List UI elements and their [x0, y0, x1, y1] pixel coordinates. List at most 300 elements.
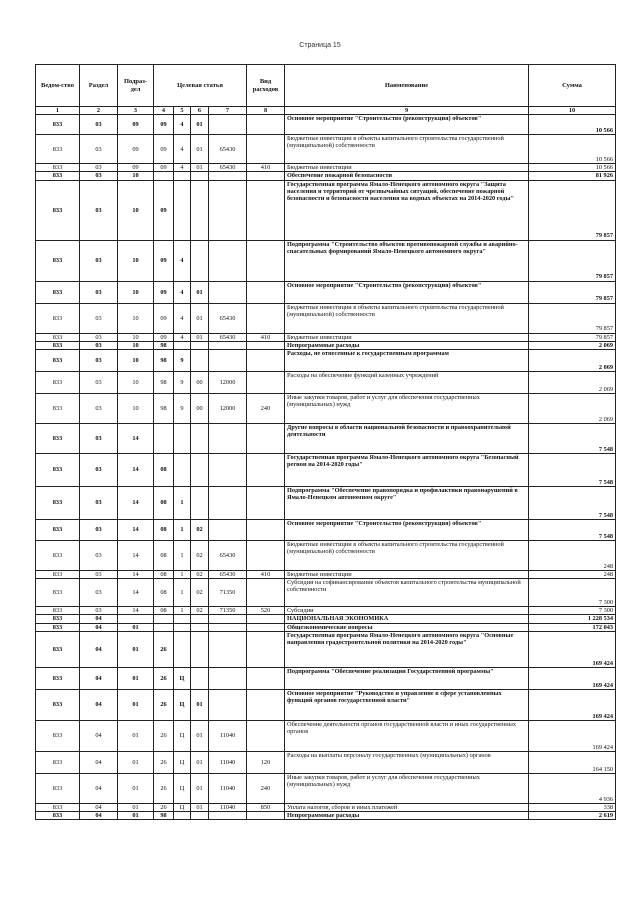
cell-vedomstvo: 833: [36, 164, 80, 172]
table-row: [36, 667, 616, 689]
table-row: [36, 631, 616, 667]
cell-cs-subprogram: 4: [174, 281, 191, 303]
column-number: 6: [191, 107, 209, 115]
cell-naimenovanie: Подпрограмма "Обеспечение правопорядка и профилактики правонарушений в Ямало-Ненецком автономном округе": [285, 487, 529, 520]
cell-summa: 79 857: [529, 180, 616, 240]
cell-razdel: 03: [80, 172, 118, 180]
table-row: [36, 172, 616, 180]
cell-naimenovanie: Бюджетные инвестиции в объекты капитального строительства государственной (муниципальной) собственности: [285, 135, 529, 164]
cell-cs-direction: 71350: [209, 607, 247, 615]
cell-vid-rashodov: [247, 135, 285, 164]
cell-summa: 2 619: [529, 812, 616, 820]
cell-cs-subprogram: [174, 454, 191, 487]
cell-cs-direction: [209, 240, 247, 281]
cell-vedomstvo: 833: [36, 623, 80, 631]
cell-cs-direction: 11040: [209, 773, 247, 803]
cell-razdel: 03: [80, 180, 118, 240]
cell-cs-subprogram: Ц: [174, 751, 191, 773]
cell-vid-rashodov: [247, 303, 285, 333]
cell-cs-event: [191, 487, 209, 520]
cell-cs-program: 98: [154, 394, 174, 424]
cell-cs-event: 01: [191, 135, 209, 164]
cell-vid-rashodov: [247, 424, 285, 454]
cell-cs-direction: 11040: [209, 751, 247, 773]
cell-cs-subprogram: 4: [174, 115, 191, 135]
cell-razdel: 03: [80, 520, 118, 541]
table-row: [36, 803, 616, 811]
cell-summa: 169 424: [529, 720, 616, 751]
cell-cs-program: 09: [154, 180, 174, 240]
cell-naimenovanie: Иные закупки товаров, работ и услуг для обеспечения государственных (муниципальных) нужд: [285, 394, 529, 424]
cell-cs-event: 01: [191, 803, 209, 811]
table-row: [36, 394, 616, 424]
cell-naimenovanie: Основное мероприятие "Строительство (реконструкция) объектов": [285, 281, 529, 303]
header-celevaya-statya: Целевая статья: [154, 65, 247, 107]
cell-vid-rashodov: [247, 172, 285, 180]
cell-cs-program: 26: [154, 667, 174, 689]
header-naimenovanie: Наименование: [285, 65, 529, 107]
cell-cs-direction: 71350: [209, 579, 247, 607]
cell-vedomstvo: 833: [36, 607, 80, 615]
cell-cs-direction: 65430: [209, 164, 247, 172]
cell-cs-direction: [209, 115, 247, 135]
cell-podrazdel: 14: [118, 454, 154, 487]
cell-cs-event: 02: [191, 607, 209, 615]
cell-cs-subprogram: 1: [174, 541, 191, 571]
cell-naimenovanie: Субсидии на софинансирование объектов капитального строительства муниципальной собственности: [285, 579, 529, 607]
cell-summa: 248: [529, 541, 616, 571]
cell-naimenovanie: Расходы на обеспечение функций казенных учреждений: [285, 372, 529, 394]
cell-vid-rashodov: 520: [247, 607, 285, 615]
cell-razdel: 03: [80, 164, 118, 172]
cell-vid-rashodov: [247, 667, 285, 689]
cell-cs-direction: [209, 172, 247, 180]
cell-cs-direction: [209, 631, 247, 667]
cell-summa: 79 857: [529, 333, 616, 341]
cell-vedomstvo: 833: [36, 803, 80, 811]
cell-summa: 2 069: [529, 394, 616, 424]
cell-naimenovanie: Непрограммные расходы: [285, 812, 529, 820]
cell-summa: 169 424: [529, 689, 616, 720]
cell-cs-program: 98: [154, 372, 174, 394]
cell-vedomstvo: 833: [36, 520, 80, 541]
cell-naimenovanie: Бюджетные инвестиции: [285, 571, 529, 579]
cell-cs-program: 26: [154, 631, 174, 667]
cell-vid-rashodov: [247, 487, 285, 520]
cell-summa: 79 857: [529, 240, 616, 281]
cell-vid-rashodov: [247, 579, 285, 607]
cell-naimenovanie: НАЦИОНАЛЬНАЯ ЭКОНОМИКА: [285, 615, 529, 623]
cell-vid-rashodov: [247, 372, 285, 394]
cell-vid-rashodov: [247, 115, 285, 135]
cell-podrazdel: 14: [118, 541, 154, 571]
cell-cs-event: 01: [191, 281, 209, 303]
column-number: 4: [154, 107, 174, 115]
cell-summa: 2 069: [529, 341, 616, 349]
column-number: 9: [285, 107, 529, 115]
cell-podrazdel: 14: [118, 571, 154, 579]
table-row: [36, 341, 616, 349]
cell-naimenovanie: Подпрограмма "Обеспечение реализации Государственной программы": [285, 667, 529, 689]
cell-vid-rashodov: 240: [247, 773, 285, 803]
table-row: [36, 180, 616, 240]
cell-vedomstvo: 833: [36, 424, 80, 454]
table-row: [36, 281, 616, 303]
cell-razdel: 04: [80, 689, 118, 720]
cell-summa: 10 566: [529, 135, 616, 164]
cell-cs-event: [191, 812, 209, 820]
cell-podrazdel: 10: [118, 180, 154, 240]
cell-cs-subprogram: 1: [174, 579, 191, 607]
cell-cs-program: 26: [154, 751, 174, 773]
cell-podrazdel: 10: [118, 394, 154, 424]
cell-vedomstvo: 833: [36, 333, 80, 341]
cell-cs-subprogram: 1: [174, 520, 191, 541]
cell-razdel: 03: [80, 571, 118, 579]
cell-vid-rashodov: [247, 812, 285, 820]
cell-naimenovanie: Государственная программа Ямало-Ненецкого автономного округа "Защита населения и территорий от чрезвычайных ситуаций, обеспечение пожарной безопасности и безопасности населения на водных объектах на 2014-2020 годы": [285, 180, 529, 240]
cell-razdel: 04: [80, 667, 118, 689]
cell-vid-rashodov: [247, 720, 285, 751]
cell-vedomstvo: 833: [36, 115, 80, 135]
cell-cs-program: 26: [154, 803, 174, 811]
cell-vid-rashodov: [247, 689, 285, 720]
cell-summa: 172 043: [529, 623, 616, 631]
cell-vedomstvo: 833: [36, 281, 80, 303]
cell-cs-direction: [209, 615, 247, 623]
table-row: [36, 579, 616, 607]
cell-naimenovanie: Уплата налогов, сборов и иных платежей: [285, 803, 529, 811]
cell-cs-event: 01: [191, 115, 209, 135]
cell-cs-event: 01: [191, 689, 209, 720]
cell-razdel: 03: [80, 579, 118, 607]
cell-podrazdel: 10: [118, 240, 154, 281]
cell-summa: 7 548: [529, 520, 616, 541]
cell-cs-program: 98: [154, 350, 174, 372]
cell-summa: 81 926: [529, 172, 616, 180]
cell-cs-program: 98: [154, 812, 174, 820]
cell-cs-event: [191, 341, 209, 349]
cell-cs-event: 02: [191, 571, 209, 579]
cell-naimenovanie: Бюджетные инвестиции в объекты капитального строительства государственной (муниципальной) собственности: [285, 541, 529, 571]
cell-cs-subprogram: 9: [174, 350, 191, 372]
cell-cs-program: [154, 623, 174, 631]
cell-podrazdel: 09: [118, 115, 154, 135]
cell-cs-event: [191, 623, 209, 631]
cell-vedomstvo: 833: [36, 487, 80, 520]
cell-cs-event: [191, 172, 209, 180]
cell-summa: 4 936: [529, 773, 616, 803]
cell-podrazdel: 10: [118, 172, 154, 180]
table-row: [36, 164, 616, 172]
cell-podrazdel: 10: [118, 341, 154, 349]
cell-cs-event: [191, 667, 209, 689]
cell-cs-program: 26: [154, 720, 174, 751]
cell-podrazdel: 14: [118, 487, 154, 520]
cell-podrazdel: 10: [118, 281, 154, 303]
cell-cs-direction: [209, 623, 247, 631]
header-podrazdel: Подраз-дел: [118, 65, 154, 107]
cell-naimenovanie: Иные закупки товаров, работ и услуг для обеспечения государственных (муниципальных) нужд: [285, 773, 529, 803]
cell-cs-direction: [209, 520, 247, 541]
cell-vedomstvo: 833: [36, 631, 80, 667]
cell-vedomstvo: 833: [36, 454, 80, 487]
cell-razdel: 03: [80, 303, 118, 333]
cell-razdel: 03: [80, 350, 118, 372]
cell-naimenovanie: Расходы, не отнесенные к государственным программам: [285, 350, 529, 372]
cell-summa: 2 069: [529, 372, 616, 394]
cell-vedomstvo: 833: [36, 812, 80, 820]
cell-cs-subprogram: 4: [174, 164, 191, 172]
cell-vedomstvo: 833: [36, 341, 80, 349]
cell-podrazdel: 01: [118, 803, 154, 811]
cell-naimenovanie: Бюджетные инвестиции: [285, 333, 529, 341]
cell-vid-rashodov: 240: [247, 394, 285, 424]
cell-cs-direction: 65430: [209, 303, 247, 333]
header-summa: Сумма: [529, 65, 616, 107]
cell-summa: 338: [529, 803, 616, 811]
cell-vid-rashodov: [247, 350, 285, 372]
cell-cs-event: 01: [191, 720, 209, 751]
cell-razdel: 03: [80, 607, 118, 615]
cell-cs-program: 09: [154, 164, 174, 172]
table-body: [36, 115, 616, 820]
cell-razdel: 04: [80, 812, 118, 820]
cell-vedomstvo: 833: [36, 372, 80, 394]
column-number: 5: [174, 107, 191, 115]
cell-vedomstvo: 833: [36, 579, 80, 607]
cell-cs-event: 01: [191, 164, 209, 172]
table-row: [36, 541, 616, 571]
table-row: [36, 350, 616, 372]
table-row: [36, 135, 616, 164]
cell-cs-program: 26: [154, 689, 174, 720]
cell-cs-event: 01: [191, 303, 209, 333]
cell-vedomstvo: 833: [36, 689, 80, 720]
cell-cs-subprogram: 9: [174, 394, 191, 424]
table-row: [36, 303, 616, 333]
cell-cs-subprogram: Ц: [174, 803, 191, 811]
cell-vedomstvo: 833: [36, 394, 80, 424]
cell-cs-subprogram: Ц: [174, 667, 191, 689]
cell-cs-direction: 11040: [209, 803, 247, 811]
cell-summa: 1 228 534: [529, 615, 616, 623]
cell-podrazdel: 14: [118, 424, 154, 454]
cell-cs-program: 08: [154, 454, 174, 487]
cell-podrazdel: 01: [118, 689, 154, 720]
cell-cs-direction: [209, 667, 247, 689]
cell-vid-rashodov: 850: [247, 803, 285, 811]
cell-cs-event: [191, 615, 209, 623]
cell-podrazdel: 14: [118, 520, 154, 541]
cell-naimenovanie: Подпрограмма "Строительство объектов противопожарной службы и аварийно-спасательных формирований Ямало-Ненецкого автономного округа": [285, 240, 529, 281]
cell-vid-rashodov: [247, 520, 285, 541]
cell-cs-direction: [209, 812, 247, 820]
cell-cs-direction: [209, 454, 247, 487]
cell-podrazdel: 09: [118, 135, 154, 164]
cell-summa: 169 424: [529, 667, 616, 689]
cell-razdel: 04: [80, 615, 118, 623]
column-number: 3: [118, 107, 154, 115]
cell-vedomstvo: 833: [36, 571, 80, 579]
cell-podrazdel: 01: [118, 720, 154, 751]
cell-vid-rashodov: [247, 454, 285, 487]
cell-cs-program: [154, 615, 174, 623]
cell-vid-rashodov: 120: [247, 751, 285, 773]
cell-cs-direction: 12000: [209, 394, 247, 424]
cell-cs-event: [191, 424, 209, 454]
table-row: [36, 720, 616, 751]
cell-cs-subprogram: [174, 172, 191, 180]
cell-razdel: 03: [80, 240, 118, 281]
budget-table: [35, 64, 616, 820]
cell-razdel: 04: [80, 720, 118, 751]
cell-vedomstvo: 833: [36, 773, 80, 803]
table-row: [36, 615, 616, 623]
cell-cs-event: 02: [191, 541, 209, 571]
column-number: 2: [80, 107, 118, 115]
cell-cs-direction: [209, 487, 247, 520]
cell-vedomstvo: 833: [36, 720, 80, 751]
cell-cs-event: 01: [191, 751, 209, 773]
cell-cs-event: [191, 240, 209, 281]
cell-razdel: 04: [80, 751, 118, 773]
cell-summa: 7 548: [529, 424, 616, 454]
cell-cs-program: 09: [154, 281, 174, 303]
cell-razdel: 03: [80, 333, 118, 341]
cell-summa: 10 566: [529, 115, 616, 135]
cell-cs-program: 08: [154, 487, 174, 520]
cell-cs-program: 08: [154, 571, 174, 579]
cell-vedomstvo: 833: [36, 615, 80, 623]
cell-cs-direction: 65430: [209, 571, 247, 579]
cell-cs-subprogram: 4: [174, 135, 191, 164]
cell-razdel: 03: [80, 281, 118, 303]
cell-cs-program: 08: [154, 520, 174, 541]
cell-cs-subprogram: 9: [174, 372, 191, 394]
cell-vedomstvo: 833: [36, 350, 80, 372]
cell-cs-subprogram: [174, 424, 191, 454]
cell-cs-direction: [209, 689, 247, 720]
cell-cs-direction: [209, 341, 247, 349]
cell-cs-subprogram: 1: [174, 607, 191, 615]
cell-razdel: 03: [80, 372, 118, 394]
cell-cs-subprogram: [174, 812, 191, 820]
table-row: [36, 751, 616, 773]
cell-cs-subprogram: [174, 341, 191, 349]
column-number: 1: [36, 107, 80, 115]
cell-summa: 164 150: [529, 751, 616, 773]
table-row: [36, 520, 616, 541]
cell-cs-program: 09: [154, 303, 174, 333]
cell-summa: 10 566: [529, 164, 616, 172]
cell-cs-direction: [209, 281, 247, 303]
column-number: 10: [529, 107, 616, 115]
cell-naimenovanie: Субсидии: [285, 607, 529, 615]
cell-cs-direction: 65430: [209, 333, 247, 341]
cell-vedomstvo: 833: [36, 172, 80, 180]
cell-cs-event: 02: [191, 579, 209, 607]
cell-razdel: 04: [80, 631, 118, 667]
cell-cs-direction: 65430: [209, 135, 247, 164]
cell-summa: 7 300: [529, 607, 616, 615]
cell-vid-rashodov: [247, 341, 285, 349]
cell-razdel: 04: [80, 803, 118, 811]
cell-razdel: 04: [80, 623, 118, 631]
cell-podrazdel: 10: [118, 372, 154, 394]
cell-podrazdel: 01: [118, 773, 154, 803]
cell-cs-subprogram: 1: [174, 487, 191, 520]
cell-vid-rashodov: [247, 615, 285, 623]
cell-razdel: 03: [80, 454, 118, 487]
cell-razdel: 03: [80, 135, 118, 164]
cell-summa: 169 424: [529, 631, 616, 667]
cell-naimenovanie: Государственная программа Ямало-Ненецкого автономного округа "Безопасный регион на 2014-2020 годы": [285, 454, 529, 487]
column-number: 8: [247, 107, 285, 115]
cell-podrazdel: 01: [118, 751, 154, 773]
cell-cs-event: [191, 631, 209, 667]
cell-cs-program: 08: [154, 579, 174, 607]
cell-cs-program: 26: [154, 773, 174, 803]
cell-podrazdel: [118, 615, 154, 623]
cell-cs-subprogram: Ц: [174, 720, 191, 751]
cell-podrazdel: 01: [118, 631, 154, 667]
cell-podrazdel: 14: [118, 579, 154, 607]
cell-razdel: 03: [80, 541, 118, 571]
table-row: [36, 689, 616, 720]
cell-cs-program: 09: [154, 240, 174, 281]
cell-vid-rashodov: [247, 281, 285, 303]
table-row: [36, 424, 616, 454]
cell-podrazdel: 01: [118, 812, 154, 820]
cell-summa: 79 857: [529, 303, 616, 333]
cell-vid-rashodov: [247, 541, 285, 571]
cell-cs-subprogram: [174, 615, 191, 623]
cell-razdel: 04: [80, 773, 118, 803]
cell-vid-rashodov: 410: [247, 333, 285, 341]
cell-cs-event: 00: [191, 394, 209, 424]
cell-naimenovanie: Основное мероприятие "Строительство (реконструкция) объектов": [285, 520, 529, 541]
cell-vid-rashodov: [247, 623, 285, 631]
cell-cs-program: 08: [154, 541, 174, 571]
cell-naimenovanie: Основное мероприятие "Руководство и управление в сфере установленных функций органов государственной власти": [285, 689, 529, 720]
cell-podrazdel: 14: [118, 607, 154, 615]
cell-vid-rashodov: [247, 180, 285, 240]
table-row: [36, 240, 616, 281]
cell-cs-event: [191, 454, 209, 487]
cell-summa: 7 548: [529, 487, 616, 520]
table-row: [36, 773, 616, 803]
table-row: [36, 571, 616, 579]
cell-vedomstvo: 833: [36, 180, 80, 240]
cell-naimenovanie: Непрограммные расходы: [285, 341, 529, 349]
cell-podrazdel: 01: [118, 623, 154, 631]
cell-cs-event: [191, 350, 209, 372]
cell-cs-program: [154, 172, 174, 180]
table-row: [36, 812, 616, 820]
cell-summa: 7 300: [529, 579, 616, 607]
cell-cs-direction: 65430: [209, 541, 247, 571]
cell-vid-rashodov: [247, 631, 285, 667]
table-row: [36, 454, 616, 487]
cell-naimenovanie: Другие вопросы в области национальной безопасности и правоохранительной деятельности: [285, 424, 529, 454]
cell-cs-program: 98: [154, 341, 174, 349]
cell-razdel: 03: [80, 394, 118, 424]
cell-podrazdel: 10: [118, 303, 154, 333]
cell-vedomstvo: 833: [36, 667, 80, 689]
cell-vedomstvo: 833: [36, 240, 80, 281]
cell-cs-event: [191, 180, 209, 240]
